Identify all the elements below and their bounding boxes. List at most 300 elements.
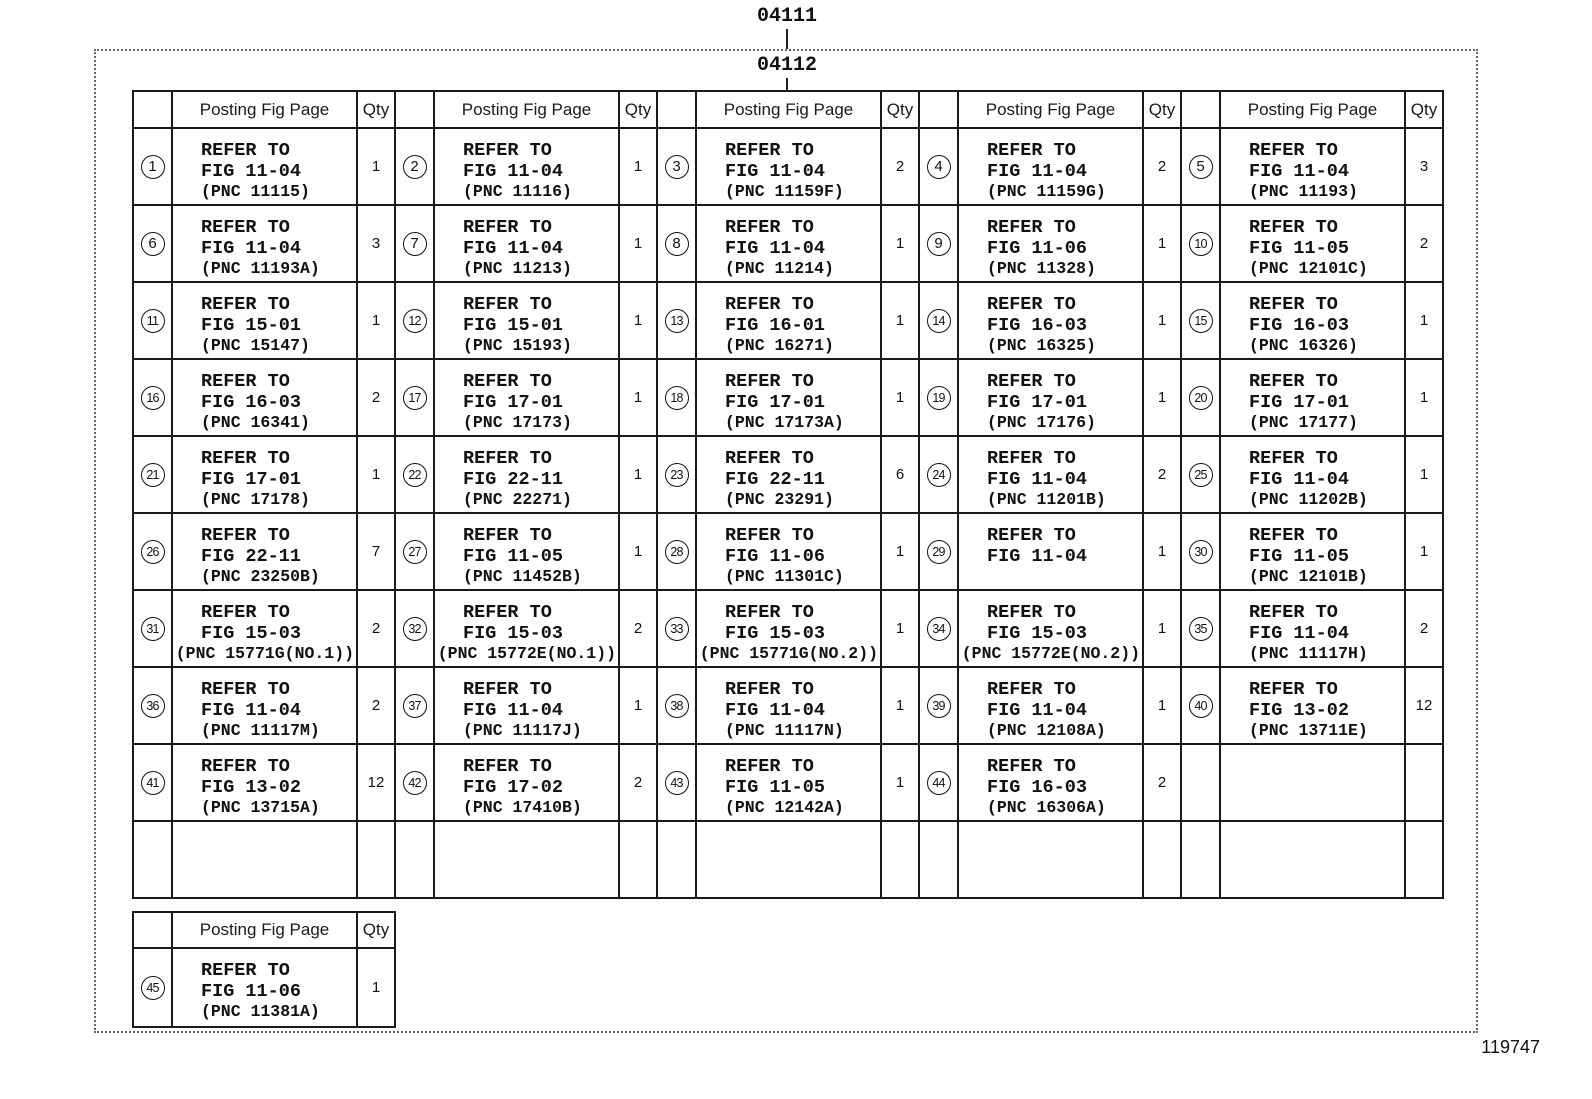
posting-line xyxy=(1249,218,1404,239)
refer-to-text: REFER TO xyxy=(987,602,1076,623)
refer-to-text: REFER TO xyxy=(1249,602,1338,623)
table-row xyxy=(133,948,395,1027)
fig-page-text: FIG 15-03 xyxy=(725,622,825,644)
posting-fig-page-cell xyxy=(434,359,619,436)
posting-line xyxy=(725,798,880,819)
fig-page-text: FIG 11-04 xyxy=(987,545,1087,567)
posting-fig-page-cell xyxy=(172,205,357,282)
posting-line xyxy=(725,413,880,434)
refer-to-text: REFER TO xyxy=(1249,371,1338,392)
empty-posting-cell xyxy=(1220,821,1405,898)
qty-cell xyxy=(357,513,395,590)
pnc-text: (PNC 11117M) xyxy=(201,721,320,740)
item-number-cell xyxy=(133,436,172,513)
refer-to-text: REFER TO xyxy=(201,448,290,469)
posting-reference xyxy=(1221,514,1404,588)
pnc-text: (PNC 11381A) xyxy=(201,1002,320,1021)
refer-to-text: REFER TO xyxy=(725,448,814,469)
item-number-circle: 33 xyxy=(665,617,689,641)
posting-line xyxy=(725,470,880,491)
posting-line xyxy=(725,526,880,547)
item-number-cell xyxy=(919,436,958,513)
fig-page-text: FIG 15-01 xyxy=(201,314,301,336)
posting-line xyxy=(987,624,1142,645)
posting-line xyxy=(987,141,1142,162)
item-number-circle: 39 xyxy=(927,694,951,718)
qty-value: 1 xyxy=(895,697,905,714)
fig-page-text: FIG 17-02 xyxy=(463,776,563,798)
refer-to-text: REFER TO xyxy=(201,140,290,161)
posting-fig-page-cell xyxy=(696,590,881,667)
table-row xyxy=(133,744,1443,821)
empty-number-cell xyxy=(133,821,172,898)
item-number-cell xyxy=(657,667,696,744)
qty-cell xyxy=(1405,282,1443,359)
pnc-text: (PNC 11328) xyxy=(987,259,1096,278)
fig-page-text: FIG 15-03 xyxy=(987,622,1087,644)
pnc-text: (PNC 16325) xyxy=(987,336,1096,355)
fig-page-text: FIG 13-02 xyxy=(201,776,301,798)
posting-line xyxy=(201,567,356,588)
posting-fig-page-cell xyxy=(1220,282,1405,359)
qty-value: 1 xyxy=(1157,697,1167,714)
refer-to-text: REFER TO xyxy=(725,679,814,700)
item-number-cell xyxy=(919,205,958,282)
empty-posting-cell xyxy=(958,821,1143,898)
item-number-circle: 31 xyxy=(141,617,165,641)
qty-value: 2 xyxy=(371,389,381,406)
posting-reference xyxy=(173,206,356,280)
qty-value: 1 xyxy=(633,312,643,329)
empty-qty-cell xyxy=(1405,744,1443,821)
pnc-text: (PNC 17173A) xyxy=(725,413,844,432)
item-number-circle: 32 xyxy=(403,617,427,641)
posting-line xyxy=(463,336,618,357)
fig-page-text: FIG 11-04 xyxy=(1249,622,1349,644)
posting-reference xyxy=(1221,129,1404,203)
qty-cell xyxy=(619,513,657,590)
posting-line xyxy=(987,295,1142,316)
refer-to-text: REFER TO xyxy=(1249,679,1338,700)
posting-line xyxy=(725,393,880,414)
item-number-cell xyxy=(1181,513,1220,590)
posting-line xyxy=(1249,239,1404,260)
refer-to-text: REFER TO xyxy=(987,217,1076,238)
header-posting-fig-page: Posting Fig Page xyxy=(434,91,619,128)
posting-fig-page-cell xyxy=(696,436,881,513)
pnc-text: (PNC 11117N) xyxy=(725,721,844,740)
posting-fig-page-cell xyxy=(1220,436,1405,513)
header-posting-fig-page: Posting Fig Page xyxy=(172,912,357,948)
posting-reference xyxy=(1221,668,1404,742)
item-number-circle: 7 xyxy=(403,232,427,256)
item-number-cell xyxy=(919,513,958,590)
refer-to-text: REFER TO xyxy=(463,602,552,623)
fig-page-text: FIG 17-01 xyxy=(987,391,1087,413)
pnc-text: (PNC 11116) xyxy=(463,182,572,201)
pnc-text: (PNC 15772E(NO.2)) xyxy=(961,644,1140,663)
item-number-cell xyxy=(133,948,172,1027)
posting-fig-page-cell xyxy=(696,359,881,436)
posting-line xyxy=(1249,603,1404,624)
pnc-text: (PNC 11213) xyxy=(463,259,572,278)
item-number-circle: 8 xyxy=(665,232,689,256)
item-number-circle: 12 xyxy=(403,309,427,333)
posting-reference xyxy=(1221,437,1404,511)
fig-page-text: FIG 22-11 xyxy=(463,468,563,490)
qty-cell xyxy=(357,359,395,436)
posting-line xyxy=(463,182,618,203)
empty-qty-cell xyxy=(619,821,657,898)
qty-cell xyxy=(619,282,657,359)
pnc-text: (PNC 11193) xyxy=(1249,182,1358,201)
posting-reference xyxy=(173,437,356,511)
fig-page-text: FIG 11-06 xyxy=(987,237,1087,259)
posting-line xyxy=(1249,470,1404,491)
fig-page-text: FIG 11-04 xyxy=(725,237,825,259)
posting-line xyxy=(987,798,1142,819)
item-number-cell xyxy=(395,590,434,667)
qty-cell xyxy=(881,436,919,513)
pnc-text: (PNC 12142A) xyxy=(725,798,844,817)
refer-to-text: REFER TO xyxy=(201,525,290,546)
qty-value: 3 xyxy=(371,235,381,252)
posting-reference xyxy=(173,668,356,742)
posting-line xyxy=(987,218,1142,239)
posting-fig-page-cell xyxy=(958,667,1143,744)
posting-reference xyxy=(1221,283,1404,357)
posting-line xyxy=(725,162,880,183)
item-number-cell xyxy=(395,128,434,205)
posting-line xyxy=(1249,624,1404,645)
qty-value: 6 xyxy=(895,466,905,483)
qty-value: 2 xyxy=(1157,774,1167,791)
header-posting-fig-page: Posting Fig Page xyxy=(172,91,357,128)
posting-line xyxy=(463,218,618,239)
item-number-cell xyxy=(133,513,172,590)
fig-page-text: FIG 11-04 xyxy=(201,237,301,259)
posting-fig-page-cell xyxy=(172,590,357,667)
item-number-circle: 34 xyxy=(927,617,951,641)
posting-reference xyxy=(959,514,1142,567)
item-number-circle: 44 xyxy=(927,771,951,795)
fig-page-text: FIG 22-11 xyxy=(201,545,301,567)
qty-cell xyxy=(357,436,395,513)
item-number-cell xyxy=(1181,205,1220,282)
item-number-cell xyxy=(657,436,696,513)
posting-fig-page-cell xyxy=(1220,667,1405,744)
header-number-cell xyxy=(395,91,434,128)
empty-qty-cell xyxy=(881,821,919,898)
qty-value: 1 xyxy=(633,697,643,714)
posting-line xyxy=(1249,547,1404,568)
empty-qty-cell xyxy=(1143,821,1181,898)
refer-to-text: REFER TO xyxy=(987,371,1076,392)
item-number-cell xyxy=(395,359,434,436)
posting-fig-page-cell xyxy=(172,513,357,590)
posting-line xyxy=(987,490,1142,511)
posting-line xyxy=(1249,393,1404,414)
posting-fig-page-cell xyxy=(172,667,357,744)
item-number-cell xyxy=(1181,128,1220,205)
posting-line xyxy=(463,393,618,414)
posting-line xyxy=(463,259,618,280)
fig-page-text: FIG 17-01 xyxy=(1249,391,1349,413)
pnc-text: (PNC 11214) xyxy=(725,259,834,278)
empty-number-cell xyxy=(657,821,696,898)
item-number-circle: 22 xyxy=(403,463,427,487)
item-number-circle: 6 xyxy=(141,232,165,256)
posting-line xyxy=(201,721,356,742)
empty-number-cell xyxy=(1181,744,1220,821)
qty-value: 1 xyxy=(895,389,905,406)
posting-fig-page-cell xyxy=(958,744,1143,821)
item-number-cell xyxy=(1181,282,1220,359)
qty-cell xyxy=(1143,667,1181,744)
posting-fig-page-cell xyxy=(958,590,1143,667)
fig-page-text: FIG 16-03 xyxy=(201,391,301,413)
posting-fig-page-cell xyxy=(696,205,881,282)
item-number-circle: 11 xyxy=(141,309,165,333)
posting-line xyxy=(1249,526,1404,547)
posting-line xyxy=(463,547,618,568)
qty-cell xyxy=(357,205,395,282)
item-number-cell xyxy=(133,667,172,744)
item-number-circle: 23 xyxy=(665,463,689,487)
qty-value: 1 xyxy=(633,543,643,560)
refer-to-text: REFER TO xyxy=(201,371,290,392)
qty-value: 1 xyxy=(1157,389,1167,406)
item-number-cell xyxy=(395,667,434,744)
posting-line xyxy=(725,567,880,588)
qty-value: 1 xyxy=(633,158,643,175)
table-row xyxy=(133,513,1443,590)
qty-cell xyxy=(881,744,919,821)
posting-line xyxy=(987,372,1142,393)
qty-cell xyxy=(357,948,395,1027)
item-number-cell xyxy=(657,205,696,282)
qty-value: 1 xyxy=(895,774,905,791)
posting-line xyxy=(463,295,618,316)
posting-fig-page-cell xyxy=(434,205,619,282)
qty-value: 1 xyxy=(371,158,381,175)
qty-cell xyxy=(881,590,919,667)
qty-value: 1 xyxy=(1419,466,1429,483)
posting-line xyxy=(201,1002,356,1023)
header-qty: Qty xyxy=(357,91,395,128)
posting-line xyxy=(463,490,618,511)
qty-cell xyxy=(1143,590,1181,667)
qty-value: 1 xyxy=(1419,543,1429,560)
refer-to-text: REFER TO xyxy=(725,294,814,315)
refer-to-text: REFER TO xyxy=(725,602,814,623)
qty-value: 12 xyxy=(367,774,385,791)
fig-page-text: FIG 11-04 xyxy=(987,468,1087,490)
header-qty: Qty xyxy=(1405,91,1443,128)
posting-line xyxy=(725,295,880,316)
qty-cell xyxy=(619,128,657,205)
posting-fig-page-cell xyxy=(172,436,357,513)
pnc-text: (PNC 12108A) xyxy=(987,721,1106,740)
posting-line xyxy=(987,259,1142,280)
item-number-circle: 43 xyxy=(665,771,689,795)
posting-reference xyxy=(435,437,618,511)
posting-line xyxy=(987,470,1142,491)
pnc-text: (PNC 17173) xyxy=(463,413,572,432)
qty-cell xyxy=(357,744,395,821)
refer-to-text: REFER TO xyxy=(463,371,552,392)
qty-value: 1 xyxy=(1157,543,1167,560)
figure-id: 119747 xyxy=(1481,1037,1540,1057)
refer-to-text: REFER TO xyxy=(725,756,814,777)
posting-reference xyxy=(173,591,356,665)
item-number-cell xyxy=(133,590,172,667)
refer-to-text: REFER TO xyxy=(987,525,1076,546)
assembly-leader-line xyxy=(786,29,788,49)
refer-to-text: REFER TO xyxy=(1249,525,1338,546)
item-number-circle: 35 xyxy=(1189,617,1213,641)
pnc-text: (PNC 15771G(NO.2)) xyxy=(699,644,878,663)
refer-to-text: REFER TO xyxy=(201,960,290,981)
qty-cell xyxy=(1405,359,1443,436)
posting-reference xyxy=(697,668,880,742)
empty-number-cell xyxy=(919,821,958,898)
item-number-circle: 28 xyxy=(665,540,689,564)
posting-line xyxy=(175,644,356,665)
refer-to-text: REFER TO xyxy=(463,756,552,777)
posting-line xyxy=(201,393,356,414)
posting-line xyxy=(201,449,356,470)
posting-line xyxy=(725,721,880,742)
item-number-cell xyxy=(395,436,434,513)
table-row xyxy=(133,359,1443,436)
item-number-circle: 3 xyxy=(665,155,689,179)
posting-reference xyxy=(173,745,356,819)
posting-line xyxy=(725,603,880,624)
posting-line xyxy=(463,624,618,645)
posting-fig-page-cell xyxy=(172,282,357,359)
posting-line xyxy=(201,798,356,819)
refer-to-text: REFER TO xyxy=(1249,294,1338,315)
posting-line xyxy=(987,547,1142,568)
posting-line xyxy=(961,644,1142,665)
posting-fig-page-cell xyxy=(434,513,619,590)
fig-page-text: FIG 11-04 xyxy=(201,160,301,182)
qty-value: 2 xyxy=(1419,235,1429,252)
qty-cell xyxy=(619,205,657,282)
posting-line xyxy=(201,239,356,260)
posting-fig-page-cell xyxy=(434,744,619,821)
qty-cell xyxy=(1405,128,1443,205)
qty-value: 2 xyxy=(1157,466,1167,483)
posting-line xyxy=(201,218,356,239)
refer-to-text: REFER TO xyxy=(201,679,290,700)
item-number-circle: 13 xyxy=(665,309,689,333)
posting-line xyxy=(463,413,618,434)
posting-line xyxy=(987,680,1142,701)
item-number-circle: 24 xyxy=(927,463,951,487)
fig-page-text: FIG 11-05 xyxy=(1249,237,1349,259)
pnc-text: (PNC 11201B) xyxy=(987,490,1106,509)
item-number-cell xyxy=(395,205,434,282)
posting-line xyxy=(987,603,1142,624)
posting-line xyxy=(1249,295,1404,316)
refer-to-text: REFER TO xyxy=(463,217,552,238)
fig-page-text: FIG 11-05 xyxy=(725,776,825,798)
posting-line xyxy=(725,680,880,701)
posting-reference xyxy=(697,206,880,280)
qty-value: 1 xyxy=(633,466,643,483)
posting-reference xyxy=(959,283,1142,357)
posting-reference xyxy=(959,206,1142,280)
item-number-circle: 4 xyxy=(927,155,951,179)
posting-line xyxy=(725,316,880,337)
item-number-cell xyxy=(919,744,958,821)
qty-cell xyxy=(1405,436,1443,513)
posting-line xyxy=(725,141,880,162)
posting-reference xyxy=(697,360,880,434)
item-number-cell xyxy=(133,282,172,359)
posting-reference xyxy=(173,514,356,588)
posting-line xyxy=(725,490,880,511)
posting-fig-page-cell xyxy=(958,205,1143,282)
qty-cell xyxy=(1143,359,1181,436)
posting-line xyxy=(987,393,1142,414)
pnc-text: (PNC 11115) xyxy=(201,182,310,201)
item-number-circle: 10 xyxy=(1189,232,1213,256)
qty-value: 1 xyxy=(633,235,643,252)
posting-line xyxy=(1249,182,1404,203)
assembly-code-label: 04111 xyxy=(756,5,817,28)
posting-reference xyxy=(1221,591,1404,665)
posting-fig-page-cell xyxy=(172,128,357,205)
posting-fig-page-cell xyxy=(172,744,357,821)
item-number-cell xyxy=(919,359,958,436)
empty-number-cell xyxy=(395,821,434,898)
posting-fig-page-cell xyxy=(1220,590,1405,667)
posting-reference xyxy=(697,591,880,665)
posting-line xyxy=(463,778,618,799)
qty-value: 1 xyxy=(895,235,905,252)
header-posting-fig-page: Posting Fig Page xyxy=(696,91,881,128)
item-number-circle: 41 xyxy=(141,771,165,795)
fig-page-text: FIG 11-04 xyxy=(1249,160,1349,182)
fig-page-text: FIG 11-06 xyxy=(725,545,825,567)
pnc-text: (PNC 16306A) xyxy=(987,798,1106,817)
posting-reference xyxy=(959,129,1142,203)
table-row xyxy=(133,128,1443,205)
posting-reference xyxy=(1221,206,1404,280)
posting-reference xyxy=(435,283,618,357)
header-qty: Qty xyxy=(357,912,395,948)
item-number-circle: 19 xyxy=(927,386,951,410)
item-number-cell xyxy=(919,590,958,667)
posting-line xyxy=(463,757,618,778)
qty-cell xyxy=(1405,667,1443,744)
qty-cell xyxy=(1143,128,1181,205)
qty-cell xyxy=(357,667,395,744)
posting-line xyxy=(201,259,356,280)
item-number-cell xyxy=(395,282,434,359)
posting-line xyxy=(201,547,356,568)
posting-fig-page-cell xyxy=(434,128,619,205)
posting-line xyxy=(987,336,1142,357)
fig-page-text: FIG 15-01 xyxy=(463,314,563,336)
item-number-circle: 16 xyxy=(141,386,165,410)
posting-line xyxy=(725,701,880,722)
refer-to-text: REFER TO xyxy=(463,679,552,700)
posting-reference xyxy=(697,129,880,203)
